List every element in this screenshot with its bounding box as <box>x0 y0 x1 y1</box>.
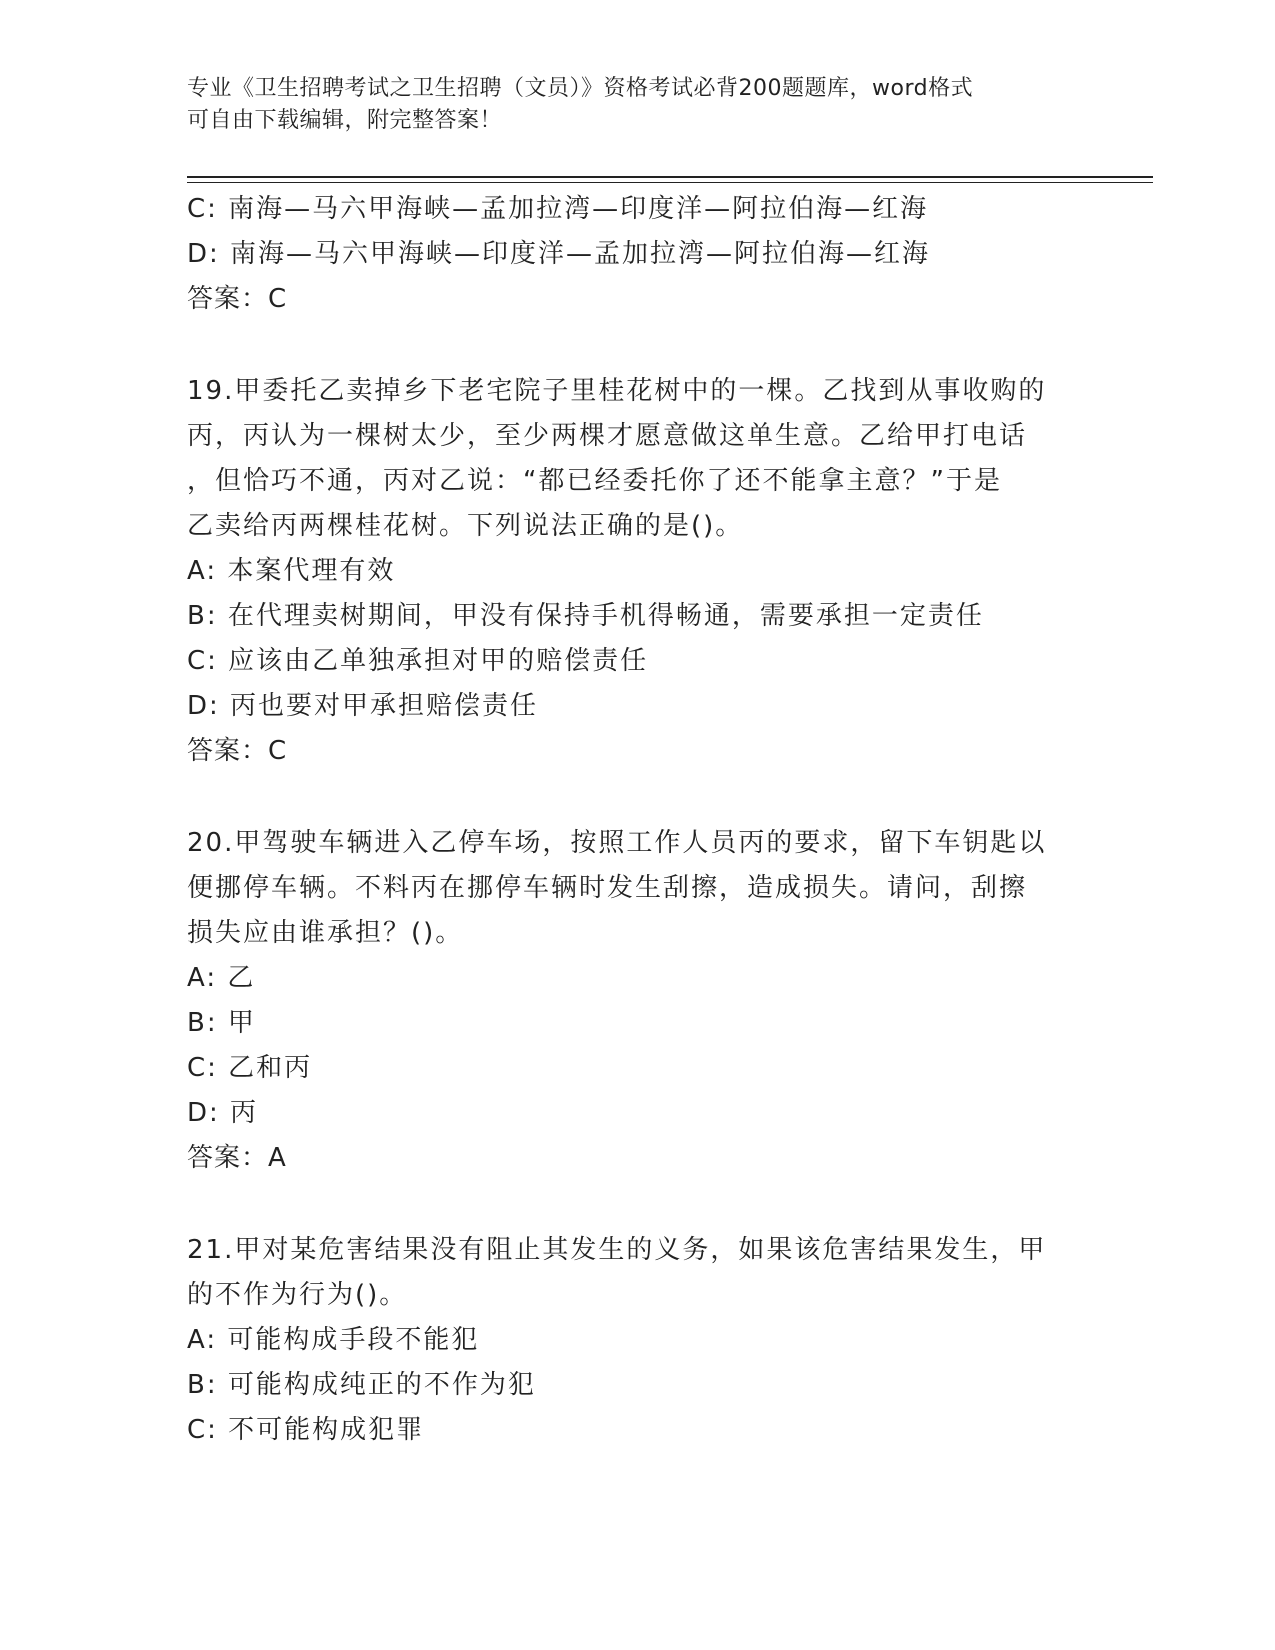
stem-line: 20.甲驾驶车辆进入乙停车场，按照工作人员丙的要求，留下车钥匙以 <box>187 828 1047 858</box>
spacer <box>187 322 1067 369</box>
question-stem <box>187 369 1067 549</box>
header-line-1: 专业《卫生招聘考试之卫生招聘（文员）》资格考试必背200题题库，word格式 <box>187 76 974 101</box>
question-stem <box>187 1228 1067 1318</box>
option-b: B: 可能构成纯正的不作为犯 <box>187 1370 536 1400</box>
option-d: D: 南海—马六甲海峡—印度洋—孟加拉湾—阿拉伯海—红海 <box>187 239 931 269</box>
option-d: D: 丙 <box>187 1098 259 1128</box>
option-c: C: 不可能构成犯罪 <box>187 1415 425 1445</box>
option-a: A: 本案代理有效 <box>187 556 396 586</box>
header-line-2: 可自由下载编辑，附完整答案！ <box>187 108 503 133</box>
question-18 <box>187 187 1067 322</box>
answer: 答案：C <box>187 736 288 766</box>
document-body <box>187 187 1067 1453</box>
stem-line: 19.甲委托乙卖掉乡下老宅院子里桂花树中的一棵。乙找到从事收购的 <box>187 376 1047 406</box>
question-stem <box>187 821 1067 956</box>
stem-line: 丙，丙认为一棵树太少，至少两棵才愿意做这单生意。乙给甲打电话 <box>187 421 1028 451</box>
spacer <box>187 1181 1067 1228</box>
document-header <box>187 73 1067 137</box>
stem-line: 21.甲对某危害结果没有阻止其发生的义务，如果该危害结果发生，甲 <box>187 1235 1047 1265</box>
option-c: C: 乙和丙 <box>187 1053 313 1083</box>
header-divider-thin <box>187 182 1153 183</box>
option-c: C: 应该由乙单独承担对甲的赔偿责任 <box>187 646 649 676</box>
option-a: A: 乙 <box>187 963 256 993</box>
question-20 <box>187 821 1067 1181</box>
stem-line: 便挪停车辆。不料丙在挪停车辆时发生刮擦，造成损失。请问，刮擦 <box>187 873 1028 903</box>
option-a: A: 可能构成手段不能犯 <box>187 1325 480 1355</box>
answer: 答案：A <box>187 1143 287 1173</box>
option-d: D: 丙也要对甲承担赔偿责任 <box>187 691 539 721</box>
answer: 答案：C <box>187 284 288 314</box>
question-19 <box>187 369 1067 774</box>
option-c: C: 南海—马六甲海峡—孟加拉湾—印度洋—阿拉伯海—红海 <box>187 194 929 224</box>
question-21 <box>187 1228 1067 1453</box>
spacer <box>187 774 1067 821</box>
header-divider-thick <box>187 176 1153 178</box>
stem-line: 损失应由谁承担？()。 <box>187 918 464 948</box>
stem-line: 乙卖给丙两棵桂花树。下列说法正确的是()。 <box>187 511 744 541</box>
stem-line: ，但恰巧不通，丙对乙说：“都已经委托你了还不能拿主意？”于是 <box>187 466 1002 496</box>
stem-line: 的不作为行为()。 <box>187 1280 408 1310</box>
option-b: B: 甲 <box>187 1008 256 1038</box>
option-b: B: 在代理卖树期间，甲没有保持手机得畅通，需要承担一定责任 <box>187 601 984 631</box>
